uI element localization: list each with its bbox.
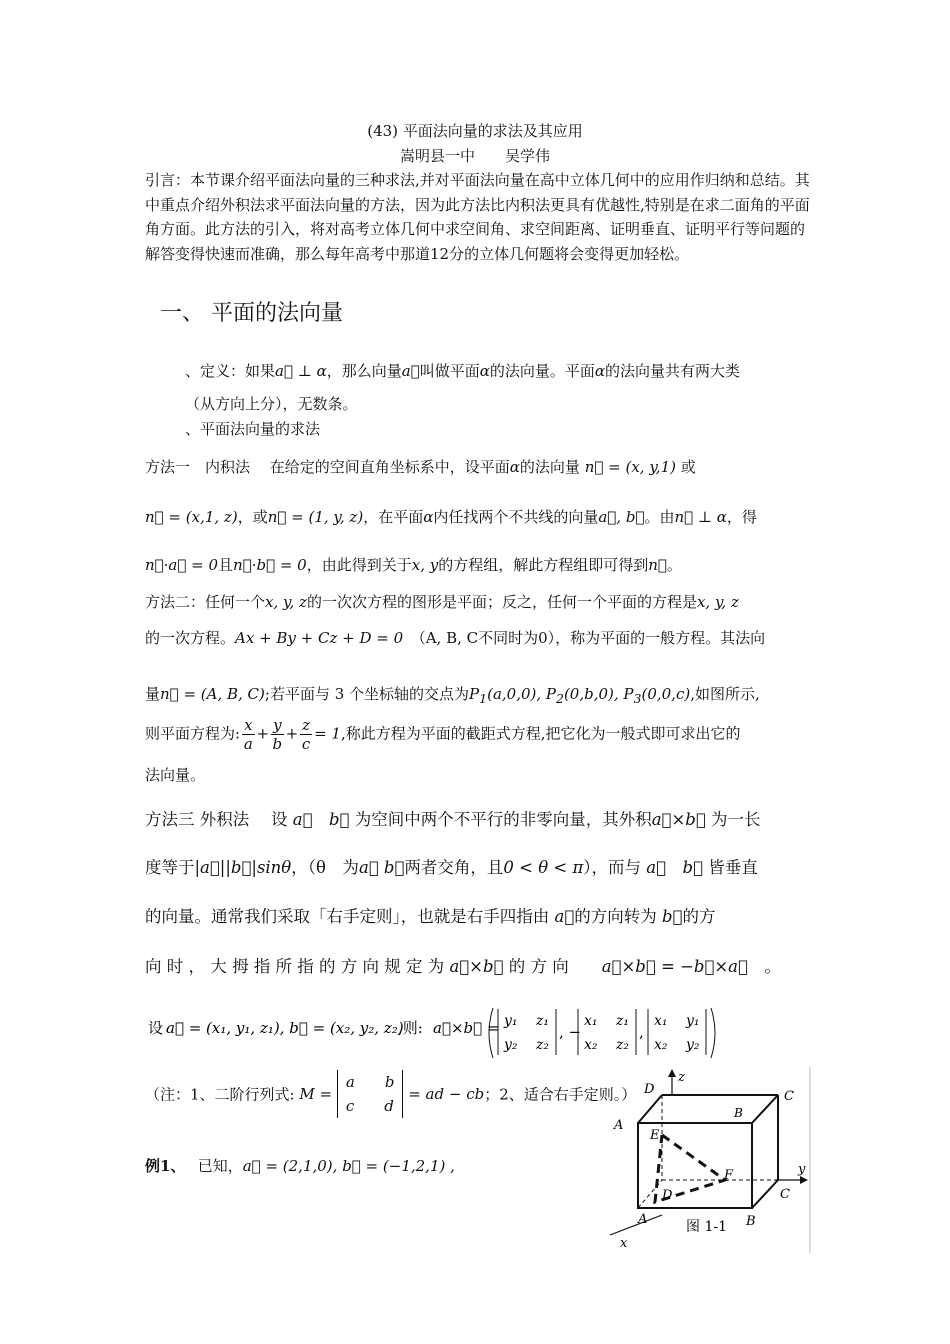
label-B: B (746, 1214, 756, 1229)
page-title: (43) 平面法向量的求法及其应用 (367, 122, 583, 140)
cross-product-formula (148, 1003, 728, 1067)
cube-edge (638, 1095, 662, 1123)
method1-line-2: n⃗ = (x,1, z)，或n⃗ = (1, y, z)，在平面α内任找两个不共线的向量a⃗, b⃗。由n⃗ ⊥ α，得 (145, 508, 757, 526)
definition-line-3: 、平面法向量的求法 (185, 420, 321, 438)
x-axis (610, 1215, 662, 1235)
method2-line-1: 方法二：任何一个x, y, z的一次次方程的图形是平面；反之，任何一个平面的方程是x, y, z (145, 593, 739, 611)
svg-text:x₁ y₁: x₁ y₁ (654, 1013, 700, 1029)
figure-caption: 图 1-1 (686, 1219, 727, 1235)
method1-line-1: 方法一 内积法 在给定的空间直角坐标系中，设平面α的法向量 n⃗ = (x, y,1) 或 (145, 458, 696, 476)
figure-cube (600, 1065, 815, 1255)
label-B1: B (734, 1106, 743, 1120)
section-heading: 一、 平面的法向量 (160, 301, 343, 326)
label-y: y (798, 1162, 806, 1177)
label-D1: D (644, 1082, 655, 1097)
label-F: F (724, 1168, 734, 1183)
label-D: D (662, 1188, 673, 1203)
label-x: x (620, 1236, 628, 1251)
svg-text:x₁ z₁: x₁ z₁ (584, 1013, 629, 1029)
definition-line-1: 、定义：如果a⃗ ⊥ α，那么向量a⃗叫做平面α的法向量。平面α的法向量共有两大类 (185, 362, 741, 380)
method1-line-3: n⃗·a⃗ = 0且n⃗·b⃗ = 0，由此得到关于x, y的方程组，解此方程组即可得到n⃗。 (145, 556, 682, 574)
label-C1: C (784, 1089, 794, 1104)
cube-edge (752, 1180, 778, 1208)
determinant-note: （注：1、二阶行列式: M = a b c d = ad − cb；2、适合右手定则。） (145, 1070, 636, 1118)
svg-text:y₁ z₁: y₁ z₁ (504, 1013, 549, 1029)
example-line: 例1、 已知，a⃗ = (2,1,0), b⃗ = (−1,2,1) , (145, 1157, 455, 1175)
author-line: 嵩明县一中 吴学伟 (399, 147, 550, 165)
svg-text:a⃗×b⃗ =: a⃗×b⃗ = (433, 1019, 500, 1037)
z-arrow (668, 1069, 676, 1077)
svg-text:,: , (639, 1023, 644, 1041)
method2-line-2: 的一次方程。Ax + By + Cz + D = 0 （A, B, C不同时为0），称为平面的一般方程。其法向 (145, 629, 766, 647)
method3-line-2: 度等于|a⃗||b⃗|sinθ，（θ 为a⃗ b⃗两者交角，且0 < θ < π），而与 a⃗ b⃗ 皆垂直 (145, 858, 758, 877)
cross-formula-set-label: 设 (148, 1019, 164, 1037)
method3-line-4: 向 时 ， 大 拇 指 所 指 的 方 向 规 定 为 a⃗×b⃗ 的 方 向 a⃗×b⃗ = −b⃗×a⃗ 。 (145, 957, 781, 976)
label-A1: A (614, 1118, 624, 1133)
svg-text:x₂ y₂: x₂ y₂ (654, 1037, 700, 1053)
hidden-edge (638, 1180, 662, 1208)
definition-line-2: （从方向上分），无数条。 (185, 395, 358, 413)
cross-formula-then-label: ,则: (398, 1019, 423, 1037)
label-z: z (678, 1070, 685, 1085)
method2-line-4: 则平面方程为: $\frac{x}{a}$ + $\frac{y}{b}$ + $\frac{z}{c}$ = 1,称此方程为平面的截距式方程,把它化为一般式即可求出它的 (145, 716, 741, 753)
label-E: E (650, 1128, 660, 1143)
cross-product-svg (148, 1003, 728, 1063)
svg-text:y₂ z₂: y₂ z₂ (504, 1037, 549, 1053)
svg-text:a⃗ = (x₁, y₁, z₁), b⃗ = (x₂, y: a⃗ = (x₁, y₁, z₁), b⃗ = (x₂, y₂, z₂) (166, 1019, 404, 1037)
svg-text:x₂ z₂: x₂ z₂ (584, 1037, 629, 1053)
label-A: A (638, 1212, 648, 1227)
y-arrow (800, 1176, 808, 1184)
method2-line-5: 法向量。 (145, 766, 206, 784)
svg-text:, −: , − (559, 1023, 582, 1041)
method2-line-3: 量n⃗ = (A, B, C);若平面与 3 个坐标轴的交点为$P_1(a,0,0)$, $P_2(0,b,0)$, $P_3(0,0,c)$,如图所示, (145, 685, 760, 706)
method3-line-1: 方法三 外积法 设 a⃗ b⃗ 为空间中两个不平行的非零向量，其外积a⃗×b⃗ 为一长 (145, 810, 761, 829)
method3-line-3: 的向量。通常我们采取「右手定则」，也就是右手四指由 a⃗的方向转为 b⃗的方 (145, 907, 716, 926)
cube-edge (752, 1095, 778, 1123)
intro-paragraph: 引言：本节课介绍平面法向量的三种求法,并对平面法向量在高中立体几何中的应用作归纳和总结。其中重点介绍外积法求平面法向量的方法，因为此方法比内积法更具有优越性,特别是在求二面角的平面角方面。此方法的引入，将对高考立体几何中求空间角、求空间距离、证明垂直、证明平行等问题的解答变得快速而准确，那么每年高考中那道12分的立体几何题将会变得更加轻松。 (145, 171, 810, 263)
label-C: C (780, 1187, 790, 1202)
